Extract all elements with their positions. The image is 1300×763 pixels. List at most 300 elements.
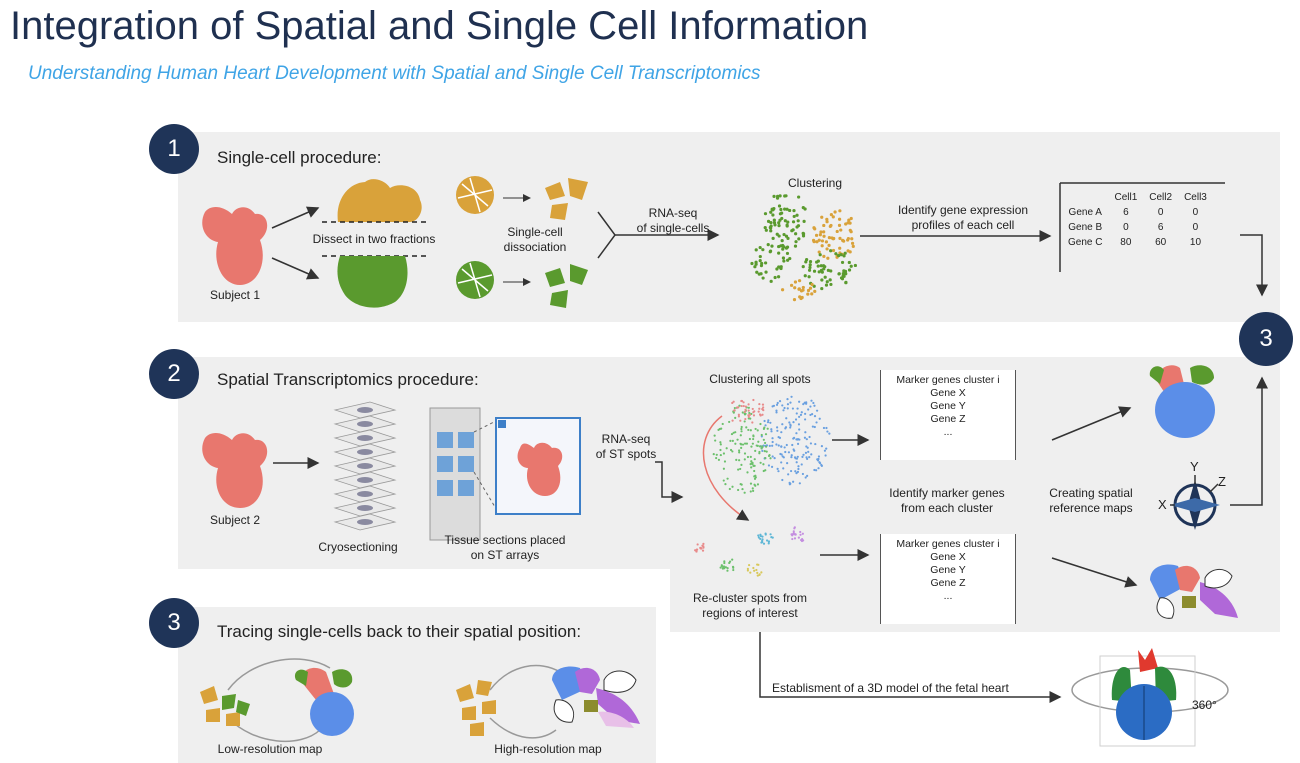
scatter-point (832, 215, 835, 218)
scatter-point (781, 479, 783, 481)
scatter-point (734, 417, 736, 419)
scatter-point (702, 543, 704, 545)
scatter-point (810, 442, 812, 444)
scatter-point (732, 569, 734, 571)
scatter-point (749, 438, 751, 440)
scatter-point (842, 272, 845, 275)
scatter-point (764, 271, 767, 274)
scatter-point (793, 215, 796, 218)
scatter-point (826, 280, 829, 283)
scatter-point (752, 434, 754, 436)
scatter-point (748, 410, 750, 412)
scatter-point (772, 441, 774, 443)
scatter-point (780, 431, 782, 433)
scatter-point (822, 230, 825, 233)
scatter-point (802, 454, 804, 456)
scatter-point (851, 242, 854, 245)
scatter-point (850, 237, 853, 240)
scatter-point (824, 450, 826, 452)
scatter-point (759, 413, 761, 415)
creating-maps-label (1036, 486, 1146, 516)
axis-x-label: X (1158, 497, 1167, 512)
scatter-point (765, 446, 767, 448)
tissue-slice (357, 463, 373, 469)
tissue-slice (357, 519, 373, 525)
scatter-point (740, 428, 742, 430)
scatter-point (721, 564, 723, 566)
scatter-point (821, 239, 824, 242)
marker-box-1-line: Gene Z (930, 413, 966, 425)
scatter-point (784, 446, 786, 448)
dissociation-line-1: Single-cell (507, 225, 563, 239)
table-col: Cell3 (1184, 192, 1207, 203)
scatter-point (839, 228, 842, 231)
scatter-point (754, 450, 756, 452)
scatter-point (740, 430, 742, 432)
rnaseq-st-line-2: of ST spots (595, 447, 657, 461)
scatter-point (769, 422, 771, 424)
scatter-point (829, 224, 832, 227)
table-cell: 60 (1155, 237, 1167, 248)
scatter-point (777, 468, 779, 470)
scatter-point (772, 455, 774, 457)
scatter-point (752, 399, 754, 401)
scatter-point (739, 468, 741, 470)
scatter-point (764, 450, 766, 452)
scatter-point (728, 421, 730, 423)
scatter-point (802, 206, 805, 209)
scatter-point (761, 541, 763, 543)
scatter-point (793, 286, 796, 289)
scatter-point (724, 460, 726, 462)
step-3-badge-right: 3 (1239, 312, 1293, 366)
marker-box-1-line: ... (943, 426, 953, 438)
scatter-point (763, 428, 765, 430)
scatter-point (794, 232, 797, 235)
scatter-point (782, 409, 784, 411)
scatter-point (811, 283, 814, 286)
scatter-point (805, 456, 807, 458)
scatter-point (769, 533, 771, 535)
scatter-point (797, 456, 799, 458)
scatter-point (777, 252, 780, 255)
scatter-point (764, 442, 766, 444)
scatter-point (758, 403, 760, 405)
scatter-point (752, 490, 754, 492)
step-3-badge: 3 (149, 598, 199, 648)
scatter-point (777, 224, 780, 227)
identify-expression-line-1: Identify gene expression (897, 203, 1029, 217)
scatter-point (820, 278, 823, 281)
scatter-point (787, 407, 789, 409)
scatter-point (846, 249, 849, 252)
scatter-point (838, 247, 841, 250)
scatter-point (829, 249, 832, 252)
scatter-point (771, 208, 774, 211)
scatter-point (752, 487, 754, 489)
table-col (1062, 190, 1108, 205)
scatter-point (850, 217, 853, 220)
scatter-point (825, 247, 828, 250)
recluster-scatter (694, 526, 804, 576)
scatter-point (786, 246, 789, 249)
scatter-point (823, 265, 826, 268)
scatter-point (825, 240, 828, 243)
scatter-point (805, 452, 807, 454)
scatter-point (792, 481, 794, 483)
scatter-point (782, 256, 785, 259)
scatter-point (836, 230, 839, 233)
scatter-point (729, 560, 731, 562)
scatter-point (813, 290, 816, 293)
scatter-point (731, 558, 733, 560)
scatter-point (735, 459, 737, 461)
scatter-point (760, 462, 762, 464)
scatter-point (768, 455, 770, 457)
scatter-point (757, 534, 759, 536)
scatter-point (790, 229, 793, 232)
scatter-point (781, 423, 783, 425)
scatter-point (750, 429, 752, 431)
rnaseq-single-label (630, 206, 716, 236)
scatter-point (769, 229, 772, 232)
scatter-point (802, 539, 804, 541)
scatter-point (794, 526, 796, 528)
scatter-point (771, 437, 773, 439)
scatter-point (838, 272, 841, 275)
scatter-point (764, 469, 766, 471)
scatter-point (750, 483, 752, 485)
scatter-point (790, 456, 792, 458)
scatter-point (775, 443, 777, 445)
heart-subject-1 (202, 207, 267, 285)
scatter-point (779, 437, 781, 439)
scatter-point (822, 224, 825, 227)
scatter-point (765, 433, 767, 435)
scatter-point (719, 428, 721, 430)
scatter-point (694, 549, 696, 551)
scatter-point (762, 406, 764, 408)
scatter-point (779, 194, 782, 197)
table-cell: 0 (1192, 222, 1199, 233)
scatter-point (780, 461, 782, 463)
scatter-point (772, 195, 775, 198)
scatter-point (756, 563, 758, 565)
scatter-point (741, 400, 743, 402)
scatter-point (724, 483, 726, 485)
scatter-point (788, 257, 791, 260)
dissect-label: Dissect in two fractions (312, 232, 436, 246)
scatter-point (744, 442, 746, 444)
scatter-point (771, 466, 773, 468)
scatter-point (786, 462, 788, 464)
scatter-point (755, 569, 757, 571)
scatter-point (764, 424, 766, 426)
scatter-point (803, 220, 806, 223)
scatter-point (759, 423, 761, 425)
identify-expression-label (888, 203, 1038, 233)
trace-arc-low-2 (228, 718, 320, 741)
scatter-point (790, 284, 793, 287)
scatter-point (793, 448, 795, 450)
scatter-point (786, 398, 788, 400)
scatter-point (812, 402, 814, 404)
scatter-point (761, 276, 764, 279)
scatter-point (792, 209, 795, 212)
scatter-point (798, 401, 800, 403)
scatter-point (719, 449, 721, 451)
scatter-point (822, 235, 825, 238)
axis-y-label: Y (1190, 459, 1199, 474)
scatter-point (765, 533, 767, 535)
scatter-point (747, 403, 749, 405)
scatter-point (809, 263, 812, 266)
scatter-point (744, 452, 746, 454)
scatter-point (777, 470, 779, 472)
scatter-point (751, 421, 753, 423)
scatter-point (791, 454, 793, 456)
scatter-point (763, 543, 765, 545)
tissue-slice (357, 407, 373, 413)
scatter-point (747, 569, 749, 571)
scatter-point (741, 488, 743, 490)
scatter-point (744, 458, 746, 460)
subject-1-label: Subject 1 (209, 288, 261, 302)
scatter-point (795, 432, 797, 434)
scatter-point (805, 476, 807, 478)
scatter-point (825, 454, 827, 456)
scatter-point (779, 453, 781, 455)
scatter-point (726, 447, 728, 449)
scatter-point (797, 471, 799, 473)
scatter-point (726, 570, 728, 572)
scatter-point (782, 455, 784, 457)
scatter-point (757, 429, 759, 431)
marker-box-2-line: ... (943, 590, 953, 602)
scatter-point (820, 269, 823, 272)
fraction-orange (338, 179, 422, 222)
scatter-point (771, 213, 774, 216)
table-col: Cell1 (1114, 192, 1138, 203)
expression-table-header (1062, 190, 1213, 205)
scatter-point (800, 414, 802, 416)
scatter-point (745, 426, 747, 428)
scatter-point (820, 216, 823, 219)
scatter-point (757, 483, 759, 485)
scatter-point (802, 265, 805, 268)
scatter-point (798, 279, 801, 282)
scatter-point (842, 254, 845, 257)
scatter-point (828, 432, 830, 434)
marker-box-2-line: Marker genes cluster i (896, 538, 1000, 550)
scatter-point (818, 455, 820, 457)
fraction-green (337, 256, 407, 308)
scatter-point (754, 465, 756, 467)
scatter-point (812, 425, 814, 427)
scatter-point (794, 537, 796, 539)
arrow-to-top-fraction (272, 208, 318, 228)
scatter-point (804, 260, 807, 263)
scatter-point (790, 425, 792, 427)
scatter-point (825, 427, 827, 429)
scatter-point (816, 410, 818, 412)
table-cell: 10 (1189, 237, 1202, 248)
scatter-point (796, 412, 798, 414)
scatter-point (815, 234, 818, 237)
scatter-point (819, 233, 822, 236)
scatter-point (768, 540, 770, 542)
scatter-point (812, 226, 815, 229)
table-cell: 0 (1192, 207, 1199, 218)
scatter-point (740, 464, 742, 466)
identify-expression-line-2: profiles of each cell (911, 218, 1015, 232)
tissue-slice (357, 505, 373, 511)
scatter-point (716, 454, 718, 456)
scatter-point (737, 489, 739, 491)
marker-box-2-line: Gene Z (930, 577, 966, 589)
scatter-point (770, 430, 772, 432)
scatter-point (768, 464, 770, 466)
scatter-point (829, 269, 832, 272)
scatter-point (760, 264, 763, 267)
scatter-point (808, 275, 811, 278)
scatter-point (767, 421, 769, 423)
scatter-point (854, 264, 857, 267)
scatter-point (821, 465, 823, 467)
scatter-point (798, 287, 801, 290)
scatter-point (777, 245, 780, 248)
scatter-point (850, 265, 853, 268)
scatter-point (830, 236, 833, 239)
scatter-point (808, 456, 810, 458)
scatter-point (792, 407, 794, 409)
table-cell: 6 (1157, 222, 1164, 233)
page-title: Integration of Spatial and Single Cell Information (10, 4, 869, 48)
scatter-point (759, 534, 761, 536)
scatter-point (833, 210, 836, 213)
scatter-point (753, 265, 756, 268)
scatter-point (794, 533, 796, 535)
arrow-to-bottom-fraction (272, 258, 318, 278)
marker-box-1-line: Marker genes cluster i (896, 374, 1000, 386)
scatter-point (741, 405, 743, 407)
clustering-all-label: Clustering all spots (709, 372, 811, 386)
scatter-point (733, 409, 735, 411)
scatter-point (743, 405, 745, 407)
scatter-point (770, 224, 773, 227)
model-3d-label: Establisment of a 3D model of the fetal heart (772, 681, 1009, 695)
scatter-point (744, 492, 746, 494)
table-cell: Gene A (1068, 207, 1102, 218)
creating-maps-line-2: reference maps (1049, 501, 1133, 515)
scatter-point (722, 567, 724, 569)
compass-icon (1170, 475, 1220, 530)
scatter-point (750, 490, 752, 492)
scatter-point (764, 226, 767, 229)
scatter-point (793, 530, 795, 532)
tracing-title: Tracing single-cells back to their spatial position: (217, 622, 582, 641)
tissue-sections-label (425, 533, 585, 563)
scatter-point (794, 456, 796, 458)
scatter-point (714, 439, 716, 441)
scatter-point (795, 418, 797, 420)
scatter-point (808, 269, 811, 272)
table-cell: 0 (1157, 207, 1164, 218)
scatter-point (744, 420, 746, 422)
scatter-point (749, 571, 751, 573)
scatter-point (786, 444, 788, 446)
scatter-point (726, 478, 728, 480)
scatter-point (798, 537, 800, 539)
tissue-sections-line-2: on ST arrays (470, 548, 540, 562)
scatter-point (720, 443, 722, 445)
scatter-point (718, 459, 720, 461)
scatter-point (770, 428, 772, 430)
spatial-map-high (1150, 565, 1238, 619)
scatter-point (821, 445, 823, 447)
heart-subject-2 (202, 433, 267, 508)
scatter-point (714, 435, 716, 437)
scatter-point (808, 266, 811, 269)
tissue-slice (357, 435, 373, 441)
scatter-point (750, 262, 753, 265)
scatter-point (759, 259, 762, 262)
scatter-point (801, 456, 803, 458)
identify-markers-line-2: from each cluster (900, 501, 994, 515)
scatter-point (847, 237, 850, 240)
scatter-point (826, 430, 828, 432)
scatter-point (779, 400, 781, 402)
scatter-point (742, 411, 744, 413)
scatter-point (775, 409, 777, 411)
scatter-point (822, 255, 825, 258)
scatter-point (793, 298, 796, 301)
scatter-point (744, 418, 746, 420)
scatter-point (808, 436, 810, 438)
scatter-point (733, 401, 735, 403)
scatter-point (738, 415, 740, 417)
scatter-point (769, 445, 771, 447)
scatter-point (795, 225, 798, 228)
scatter-point (773, 221, 776, 224)
scatter-point (814, 415, 816, 417)
step-2-badge: 2 (149, 349, 199, 399)
tissue-sections-line-1: Tissue sections placed (444, 533, 566, 547)
scatter-point (801, 463, 803, 465)
table-row (1062, 235, 1213, 250)
scatter-point (761, 434, 763, 436)
scatter-point (750, 463, 752, 465)
cryosectioning-label: Cryosectioning (318, 540, 398, 554)
scatter-point (797, 443, 799, 445)
scatter-point (778, 234, 781, 237)
scatter-point (805, 445, 807, 447)
table-cell: 6 (1123, 207, 1129, 218)
marker-box-1-line: Gene Y (930, 400, 966, 412)
scatter-point (797, 468, 799, 470)
scatter-point (782, 467, 784, 469)
scatter-point (813, 270, 816, 273)
scatter-point (723, 479, 725, 481)
scatter-point (802, 286, 805, 289)
scatter-point (723, 562, 725, 564)
scatter-point (779, 212, 782, 215)
scatter-point (752, 567, 754, 569)
scatter-point (758, 408, 760, 410)
scatter-point (752, 438, 754, 440)
spatial-map-low (1150, 365, 1215, 438)
scatter-point (829, 283, 832, 286)
